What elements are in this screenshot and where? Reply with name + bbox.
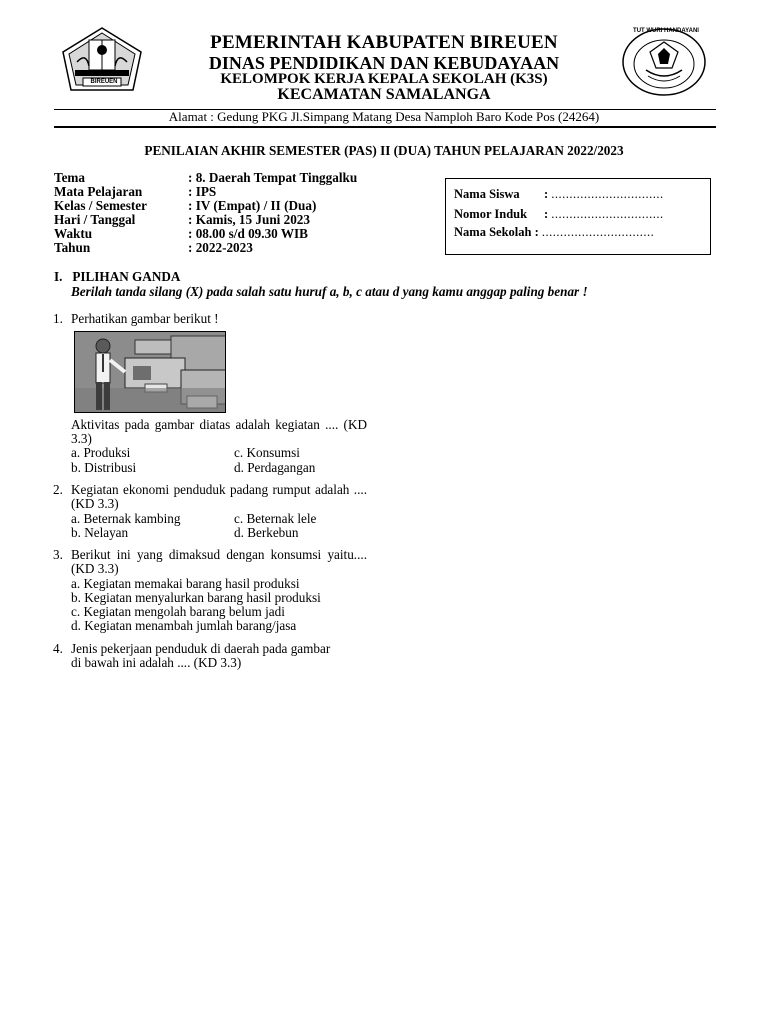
nomor-induk-field[interactable]: ............................... [551, 207, 664, 221]
nomor-induk-label: Nomor Induk [454, 207, 528, 221]
header-line-3: KELOMPOK KERJA KEPALA SEKOLAH (K3S) [220, 71, 548, 87]
question-3-option-c[interactable]: c. Kegiatan mengolah barang belum jadi [71, 604, 285, 619]
nama-sekolah-label: Nama Sekolah : [454, 225, 539, 239]
info-label: Mata Pelajaran [54, 184, 143, 199]
question-2-option-a[interactable]: a. Beternak kambing [71, 511, 181, 526]
nomor-induk-colon: : [544, 207, 549, 221]
question-1-option-a[interactable]: a. Produksi [71, 445, 131, 460]
question-1-text: Aktivitas pada gambar diatas adalah kegiatan .... (KD 3.3) [71, 417, 367, 446]
question-4-number: 4. [53, 641, 63, 656]
info-row [54, 185, 357, 199]
info-row [54, 213, 357, 227]
info-label: Kelas / Semester [54, 198, 148, 213]
info-label: Hari / Tanggal [54, 212, 136, 227]
question-3-number: 3. [53, 547, 63, 562]
question-1-option-d[interactable]: d. Perdagangan [234, 460, 316, 475]
info-row [54, 171, 357, 185]
nama-sekolah-field[interactable]: ............................... [541, 225, 655, 239]
info-value: : IV (Empat) / II (Dua) [188, 198, 317, 213]
exam-title: PENILAIAN AKHIR SEMESTER (PAS) II (DUA) TAHUN PELAJARAN 2022/2023 [144, 143, 624, 158]
question-3-option-a[interactable]: a. Kegiatan memakai barang hasil produksi [71, 576, 300, 591]
nomor-induk-row [454, 207, 664, 222]
info-label: Tema [54, 170, 86, 185]
question-1-option-b[interactable]: b. Distribusi [71, 460, 137, 475]
exam-info [54, 171, 357, 255]
section-instruction: Berilah tanda silang (X) pada salah satu huruf a, b, c atau d yang kamu anggap paling benar ! [71, 284, 588, 299]
question-4-text-line-2: di bawah ini adalah .... (KD 3.3) [71, 655, 242, 670]
nama-siswa-label: Nama Siswa [454, 187, 520, 201]
question-3-option-b[interactable]: b. Kegiatan menyalurkan barang hasil produksi [71, 590, 321, 605]
question-2-number: 2. [53, 482, 63, 497]
question-1-option-c[interactable]: c. Konsumsi [234, 445, 300, 460]
nama-sekolah-row [454, 225, 654, 240]
student-id-box [445, 178, 711, 255]
question-3-option-d[interactable]: d. Kegiatan menambah jumlah barang/jasa [71, 618, 297, 633]
header-line-4: KECAMATAN SAMALANGA [277, 86, 491, 103]
header-address: Alamat : Gedung PKG Jl.Simpang Matang Desa Namploh Baro Kode Pos (24264) [168, 109, 600, 124]
info-value: : 8. Daerah Tempat Tinggalku [188, 170, 358, 185]
info-value: : 2022-2023 [188, 240, 253, 255]
info-row [54, 227, 357, 241]
question-2-option-d[interactable]: d. Berkebun [234, 525, 299, 540]
logo-right-label: TUT WURI HANDAYANI [633, 28, 699, 34]
nama-siswa-colon: : [544, 187, 549, 201]
header-line-1: PEMERINTAH KABUPATEN BIREUEN [210, 32, 558, 53]
info-value: : IPS [188, 184, 217, 199]
question-2-text: Kegiatan ekonomi penduduk padang rumput adalah .... (KD 3.3) [71, 482, 367, 511]
info-value: : 08.00 s/d 09.30 WIB [188, 226, 308, 241]
factory-worker-image [74, 331, 226, 413]
header-line-2: DINAS PENDIDIKAN DAN KEBUDAYAAN [208, 53, 560, 73]
info-label: Tahun [54, 240, 91, 255]
question-1-intro: Perhatikan gambar berikut ! [71, 311, 219, 326]
question-2-option-b[interactable]: b. Nelayan [71, 525, 129, 540]
info-row [54, 241, 357, 255]
question-2-option-c[interactable]: c. Beternak lele [234, 511, 317, 526]
info-row [54, 199, 357, 213]
question-1-number: 1. [53, 311, 63, 326]
info-label: Waktu [54, 226, 93, 241]
logo-left-label: BIREUEN [90, 79, 118, 85]
nama-siswa-field[interactable]: ............................... [551, 187, 664, 201]
question-4-text-line-1: Jenis pekerjaan penduduk di daerah pada gambar [71, 641, 331, 656]
nama-siswa-row [454, 187, 664, 202]
section-title: I. PILIHAN GANDA [54, 269, 181, 284]
info-value: : Kamis, 15 Juni 2023 [188, 212, 310, 227]
header-divider-bottom [54, 126, 716, 128]
question-3-text: Berikut ini yang dimaksud dengan konsumsi yaitu.... (KD 3.3) [71, 547, 367, 576]
